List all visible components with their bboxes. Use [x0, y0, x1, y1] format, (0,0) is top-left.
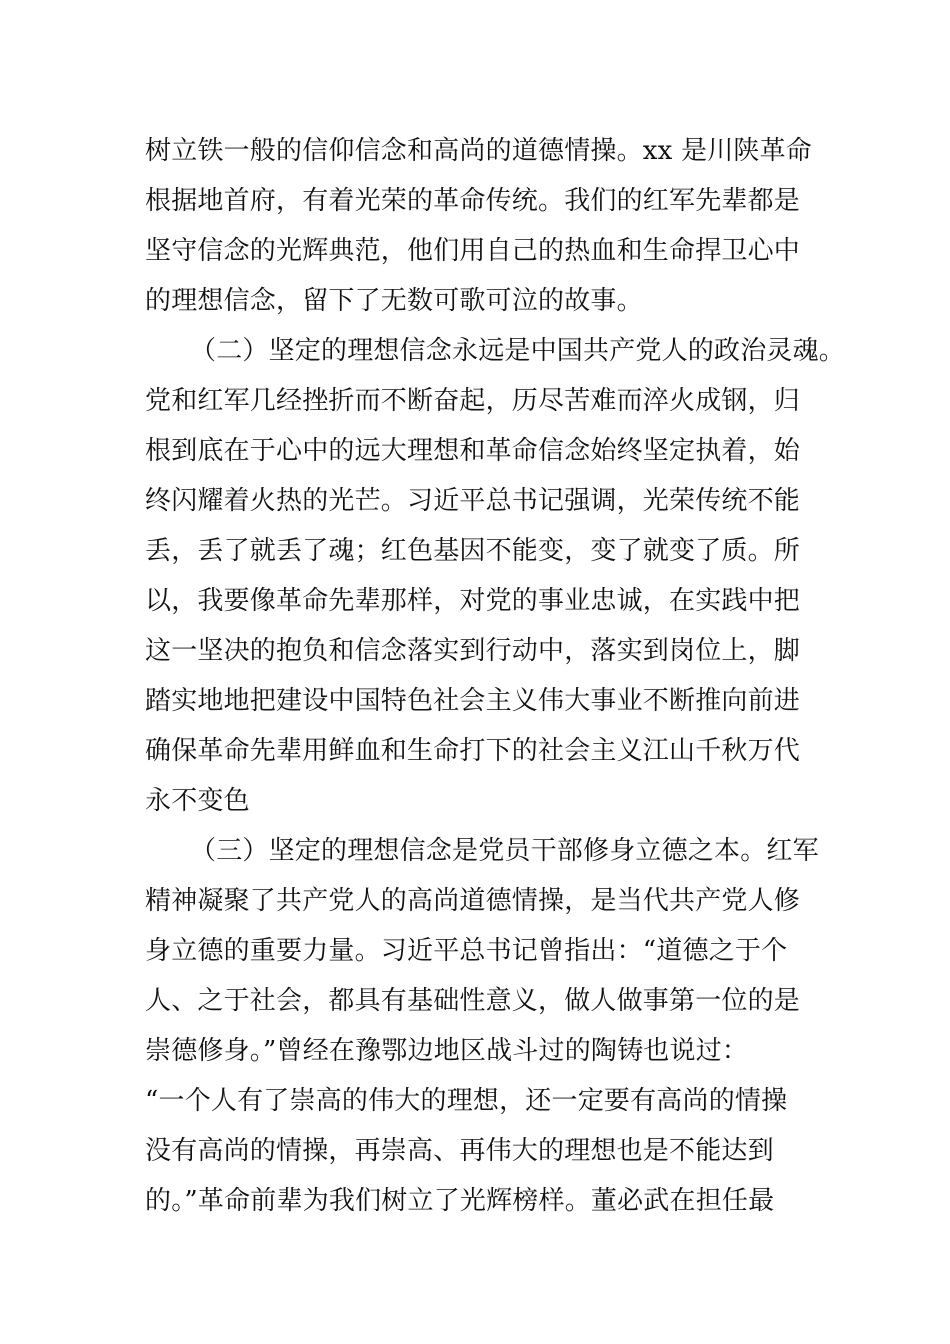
text-line-18: 人、之于社会，都具有基础性意义，做人做事第一位的是 — [145, 986, 801, 1016]
text-line-22: 的。”革命前辈为我们树立了光辉榜样。董必武在担任最 — [145, 1186, 775, 1216]
section-heading-3: （三）坚定的理想信念是党员干部修身立德之本。红军 — [190, 836, 819, 866]
text-line-3: 坚守信念的光辉典范，他们用自己的热血和生命捍卫心中 — [145, 236, 801, 266]
text-line-7: 根到底在于心中的远大理想和革命信念始终坚定执着，始 — [145, 436, 801, 466]
text-line-2: 根据地首府，有着光荣的革命传统。我们的红军先辈都是 — [145, 186, 801, 216]
text-line-9: 丢，丢了就丢了魂；红色基因不能变，变了就变了质。所 — [145, 536, 801, 566]
text-line-16: 精神凝聚了共产党人的高尚道德情操，是当代共产党人修 — [145, 886, 801, 916]
text-line-14: 永不变色 — [145, 786, 250, 816]
text-line-1: 树立铁一般的信仰信念和高尚的道德情操。xx 是川陕革命 — [145, 136, 812, 166]
text-line-11: 这一坚决的抱负和信念落实到行动中，落实到岗位上，脚 — [145, 636, 801, 666]
text-line-10: 以，我要像革命先辈那样，对党的事业忠诚，在实践中把 — [145, 586, 801, 616]
section-heading-2: （二）坚定的理想信念永远是中国共产党人的政治灵魂。 — [190, 336, 846, 366]
text-line-4: 的理想信念，留下了无数可歌可泣的故事。 — [145, 286, 643, 316]
text-line-17: 身立德的重要力量。习近平总书记曾指出：“道德之于个 — [145, 936, 788, 966]
text-line-8: 终闪耀着火热的光芒。习近平总书记强调，光荣传统不能 — [145, 486, 801, 516]
text-line-13: 确保革命先辈用鲜血和生命打下的社会主义江山千秋万代 — [145, 736, 801, 766]
text-line-12: 踏实地地把建设中国特色社会主义伟大事业不断推向前进 — [145, 686, 801, 716]
text-line-19: 崇德修身。”曾经在豫鄂边地区战斗过的陶铸也说过： — [145, 1036, 749, 1066]
text-line-21: 没有高尚的情操，再崇高、再伟大的理想也是不能达到 — [145, 1136, 774, 1166]
text-line-20: “一个人有了崇高的伟大的理想，还一定要有高尚的情操 — [145, 1086, 788, 1116]
text-line-6: 党和红军几经挫折而不断奋起，历尽苦难而淬火成钢，归 — [145, 386, 801, 416]
